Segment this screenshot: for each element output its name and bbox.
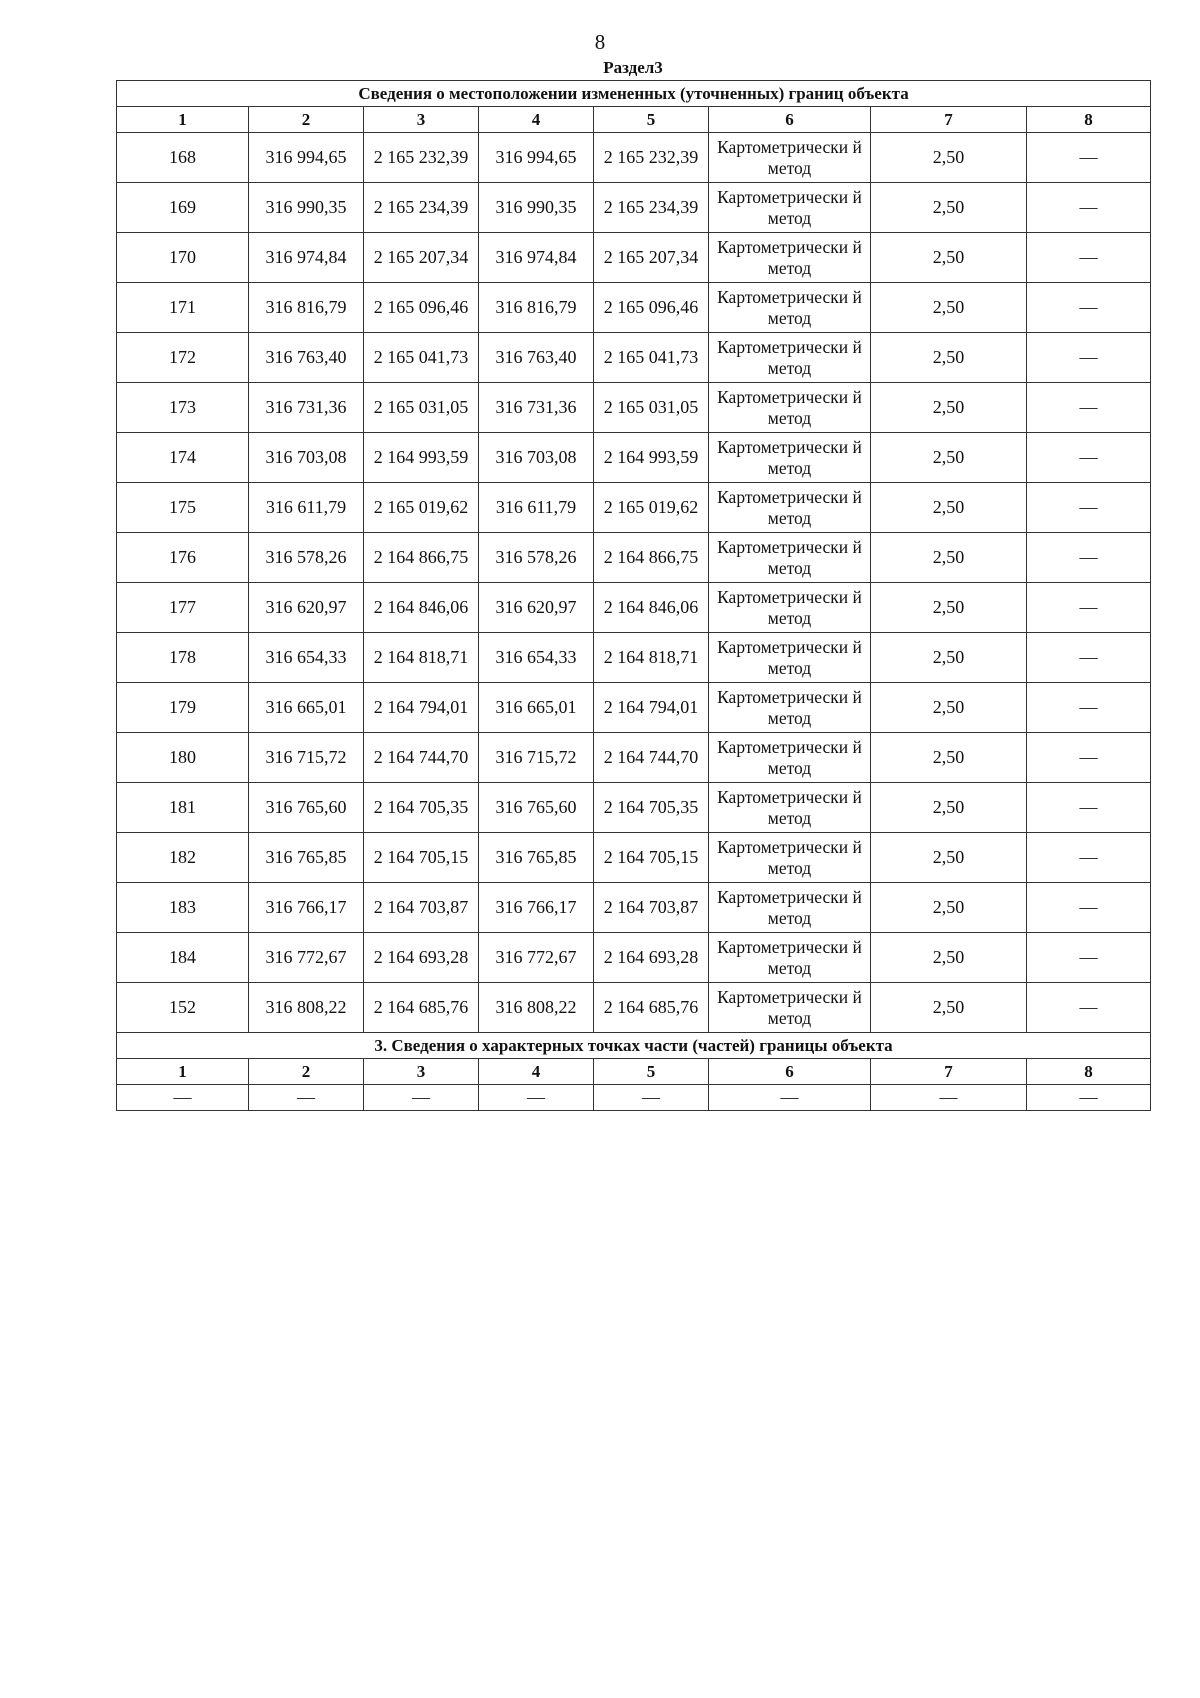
table-cell-col-1: 175: [117, 483, 249, 533]
table-cell-col-7: 2,50: [871, 783, 1027, 833]
table-cell-col-6: Картометрически й метод: [709, 783, 871, 833]
table-cell-col-4: 316 765,85: [479, 833, 594, 883]
table-cell-col-8: —: [1027, 183, 1151, 233]
column-header-3: 3: [364, 1059, 479, 1085]
table-cell-col-2: 316 578,26: [249, 533, 364, 583]
table-cell-col-3: 2 164 705,15: [364, 833, 479, 883]
table-cell-col-7: 2,50: [871, 583, 1027, 633]
table-cell-col-4: 316 994,65: [479, 133, 594, 183]
table-cell-col-7: 2,50: [871, 933, 1027, 983]
table-cell-col-7: 2,50: [871, 633, 1027, 683]
table-cell-col-5: 2 165 232,39: [594, 133, 709, 183]
column-header-2: 2: [249, 107, 364, 133]
table-cell-col-7: 2,50: [871, 433, 1027, 483]
table-cell-col-1: 176: [117, 533, 249, 583]
column-header-3: 3: [364, 107, 479, 133]
table-cell-col-1: 173: [117, 383, 249, 433]
table-cell-col-5: 2 165 234,39: [594, 183, 709, 233]
table-cell-col-1: —: [117, 1085, 249, 1111]
table-cell-col-7: 2,50: [871, 533, 1027, 583]
table-cell-col-6: —: [709, 1085, 871, 1111]
table-cell-col-1: 184: [117, 933, 249, 983]
table-cell-col-2: 316 974,84: [249, 233, 364, 283]
column-header-8: 8: [1027, 107, 1151, 133]
column-header-6: 6: [709, 107, 871, 133]
table-cell-col-4: 316 731,36: [479, 383, 594, 433]
table-cell-col-8: —: [1027, 233, 1151, 283]
table-cell-col-8: —: [1027, 383, 1151, 433]
table-cell-col-7: 2,50: [871, 983, 1027, 1033]
table-row: [117, 583, 1151, 633]
section-label: Раздел3: [603, 58, 663, 77]
table-cell-col-3: 2 164 744,70: [364, 733, 479, 783]
table-row: [117, 133, 1151, 183]
table-cell-col-1: 182: [117, 833, 249, 883]
table-cell-col-1: 177: [117, 583, 249, 633]
table-cell-col-8: —: [1027, 983, 1151, 1033]
table-cell-col-8: —: [1027, 733, 1151, 783]
table-cell-col-5: 2 165 207,34: [594, 233, 709, 283]
table-row: [117, 183, 1151, 233]
table-cell-col-5: 2 165 019,62: [594, 483, 709, 533]
table-row: [117, 983, 1151, 1033]
table-cell-col-5: —: [594, 1085, 709, 1111]
boundary-table: [116, 80, 1151, 1111]
table-cell-col-5: 2 165 031,05: [594, 383, 709, 433]
table-cell-col-4: 316 715,72: [479, 733, 594, 783]
table-cell-col-1: 178: [117, 633, 249, 683]
table-cell-col-8: —: [1027, 433, 1151, 483]
characteristic-points-title-row: [117, 1033, 1151, 1059]
table-cell-col-6: Картометрически й метод: [709, 933, 871, 983]
table-cell-col-3: 2 165 234,39: [364, 183, 479, 233]
table-cell-col-6: Картометрически й метод: [709, 883, 871, 933]
table-cell-col-6: Картометрически й метод: [709, 983, 871, 1033]
table-cell-col-4: 316 974,84: [479, 233, 594, 283]
table-title: Сведения о местоположении измененных (уточненных) границ объекта: [117, 81, 1151, 107]
table-cell-col-4: —: [479, 1085, 594, 1111]
table-cell-col-2: 316 731,36: [249, 383, 364, 433]
table-cell-col-7: 2,50: [871, 883, 1027, 933]
table-cell-col-7: 2,50: [871, 133, 1027, 183]
table-cell-col-7: 2,50: [871, 233, 1027, 283]
column-header-5: 5: [594, 1059, 709, 1085]
table-row: [117, 333, 1151, 383]
table-cell-col-3: 2 164 693,28: [364, 933, 479, 983]
table-cell-col-4: 316 816,79: [479, 283, 594, 333]
table-title-row: [117, 81, 1151, 107]
table-cell-col-7: 2,50: [871, 333, 1027, 383]
table-cell-col-5: 2 164 993,59: [594, 433, 709, 483]
table-cell-col-6: Картометрически й метод: [709, 533, 871, 583]
table-cell-col-2: 316 990,35: [249, 183, 364, 233]
table-cell-col-3: 2 164 818,71: [364, 633, 479, 683]
header-row: [117, 107, 1151, 133]
table-cell-col-3: 2 165 031,05: [364, 383, 479, 433]
table-cell-col-2: —: [249, 1085, 364, 1111]
table-cell-col-1: 170: [117, 233, 249, 283]
table-cell-col-8: —: [1027, 683, 1151, 733]
table-cell-col-5: 2 165 096,46: [594, 283, 709, 333]
table-cell-col-5: 2 164 693,28: [594, 933, 709, 983]
table-cell-col-7: 2,50: [871, 683, 1027, 733]
table-cell-col-6: Картометрически й метод: [709, 333, 871, 383]
table-cell-col-6: Картометрически й метод: [709, 483, 871, 533]
table-cell-col-6: Картометрически й метод: [709, 383, 871, 433]
table-cell-col-4: 316 990,35: [479, 183, 594, 233]
table-cell-col-7: 2,50: [871, 833, 1027, 883]
table-cell-col-4: 316 772,67: [479, 933, 594, 983]
table-cell-col-7: 2,50: [871, 283, 1027, 333]
table-cell-col-2: 316 772,67: [249, 933, 364, 983]
table-cell-col-7: —: [871, 1085, 1027, 1111]
table-row: [117, 883, 1151, 933]
table-cell-col-2: 316 703,08: [249, 433, 364, 483]
table-cell-col-8: —: [1027, 133, 1151, 183]
header-row: [117, 1059, 1151, 1085]
characteristic-points-title: 3. Сведения о характерных точках части (частей) границы объекта: [117, 1033, 1151, 1059]
table-cell-col-1: 174: [117, 433, 249, 483]
table-cell-col-1: 168: [117, 133, 249, 183]
table-cell-col-6: Картометрически й метод: [709, 833, 871, 883]
table-row: [117, 1085, 1151, 1111]
table-cell-col-2: 316 994,65: [249, 133, 364, 183]
table-cell-col-4: 316 765,60: [479, 783, 594, 833]
document-body: [116, 56, 1150, 1111]
table-cell-col-6: Картометрически й метод: [709, 283, 871, 333]
table-cell-col-5: 2 164 744,70: [594, 733, 709, 783]
table-cell-col-7: 2,50: [871, 183, 1027, 233]
page-number: 8: [594, 30, 606, 54]
column-header-7: 7: [871, 1059, 1027, 1085]
table-cell-col-5: 2 165 041,73: [594, 333, 709, 383]
table-cell-col-6: Картометрически й метод: [709, 433, 871, 483]
column-header-1: 1: [117, 1059, 249, 1085]
table-cell-col-2: 316 654,33: [249, 633, 364, 683]
table-row: [117, 383, 1151, 433]
table-cell-col-3: 2 165 041,73: [364, 333, 479, 383]
table-cell-col-8: —: [1027, 633, 1151, 683]
table-row: [117, 783, 1151, 833]
table-cell-col-4: 316 763,40: [479, 333, 594, 383]
table-row: [117, 533, 1151, 583]
table-cell-col-3: 2 165 096,46: [364, 283, 479, 333]
table-cell-col-2: 316 816,79: [249, 283, 364, 333]
table-cell-col-1: 179: [117, 683, 249, 733]
table-cell-col-2: 316 763,40: [249, 333, 364, 383]
table-cell-col-4: 316 808,22: [479, 983, 594, 1033]
table-cell-col-4: 316 703,08: [479, 433, 594, 483]
table-cell-col-6: Картометрически й метод: [709, 233, 871, 283]
column-header-4: 4: [479, 1059, 594, 1085]
table-cell-col-1: 169: [117, 183, 249, 233]
table-cell-col-6: Картометрически й метод: [709, 633, 871, 683]
table-row: [117, 283, 1151, 333]
table-cell-col-3: 2 164 993,59: [364, 433, 479, 483]
table-cell-col-4: 316 578,26: [479, 533, 594, 583]
table-row: [117, 483, 1151, 533]
table-cell-col-8: —: [1027, 933, 1151, 983]
table-cell-col-3: 2 164 794,01: [364, 683, 479, 733]
table-cell-col-3: 2 164 866,75: [364, 533, 479, 583]
table-cell-col-2: 316 611,79: [249, 483, 364, 533]
table-cell-col-2: 316 715,72: [249, 733, 364, 783]
table-cell-col-5: 2 164 866,75: [594, 533, 709, 583]
table-cell-col-1: 152: [117, 983, 249, 1033]
table-cell-col-3: —: [364, 1085, 479, 1111]
table-row: [117, 433, 1151, 483]
table-cell-col-2: 316 765,85: [249, 833, 364, 883]
table-row: [117, 733, 1151, 783]
table-cell-col-7: 2,50: [871, 383, 1027, 433]
table-cell-col-1: 181: [117, 783, 249, 833]
table-cell-col-8: —: [1027, 883, 1151, 933]
table-cell-col-7: 2,50: [871, 733, 1027, 783]
table-cell-col-2: 316 620,97: [249, 583, 364, 633]
table-cell-col-8: —: [1027, 783, 1151, 833]
table-row: [117, 633, 1151, 683]
table-cell-col-5: 2 164 794,01: [594, 683, 709, 733]
table-cell-col-2: 316 665,01: [249, 683, 364, 733]
table-cell-col-7: 2,50: [871, 483, 1027, 533]
table-cell-col-5: 2 164 705,35: [594, 783, 709, 833]
table-cell-col-8: —: [1027, 533, 1151, 583]
table-cell-col-6: Картометрически й метод: [709, 183, 871, 233]
table-cell-col-1: 183: [117, 883, 249, 933]
table-cell-col-6: Картометрически й метод: [709, 733, 871, 783]
table-cell-col-5: 2 164 818,71: [594, 633, 709, 683]
table-cell-col-3: 2 164 705,35: [364, 783, 479, 833]
table-cell-col-2: 316 766,17: [249, 883, 364, 933]
column-header-4: 4: [479, 107, 594, 133]
table-row: [117, 933, 1151, 983]
table-cell-col-6: Картометрически й метод: [709, 683, 871, 733]
table-cell-col-3: 2 164 685,76: [364, 983, 479, 1033]
table-cell-col-3: 2 165 207,34: [364, 233, 479, 283]
table-cell-col-5: 2 164 846,06: [594, 583, 709, 633]
table-cell-col-1: 171: [117, 283, 249, 333]
table-cell-col-4: 316 611,79: [479, 483, 594, 533]
table-cell-col-6: Картометрически й метод: [709, 583, 871, 633]
table-cell-col-6: Картометрически й метод: [709, 133, 871, 183]
table-cell-col-3: 2 164 703,87: [364, 883, 479, 933]
table-cell-col-2: 316 808,22: [249, 983, 364, 1033]
table-cell-col-3: 2 165 232,39: [364, 133, 479, 183]
column-header-2: 2: [249, 1059, 364, 1085]
column-header-8: 8: [1027, 1059, 1151, 1085]
table-cell-col-5: 2 164 703,87: [594, 883, 709, 933]
table-cell-col-5: 2 164 705,15: [594, 833, 709, 883]
table-cell-col-4: 316 665,01: [479, 683, 594, 733]
table-cell-col-8: —: [1027, 833, 1151, 883]
column-header-1: 1: [117, 107, 249, 133]
table-cell-col-8: —: [1027, 283, 1151, 333]
table-cell-col-4: 316 620,97: [479, 583, 594, 633]
column-header-6: 6: [709, 1059, 871, 1085]
table-cell-col-8: —: [1027, 333, 1151, 383]
table-cell-col-8: —: [1027, 583, 1151, 633]
table-row: [117, 683, 1151, 733]
table-row: [117, 833, 1151, 883]
table-cell-col-5: 2 164 685,76: [594, 983, 709, 1033]
table-cell-col-3: 2 165 019,62: [364, 483, 479, 533]
table-cell-col-1: 172: [117, 333, 249, 383]
column-header-5: 5: [594, 107, 709, 133]
table-cell-col-3: 2 164 846,06: [364, 583, 479, 633]
table-cell-col-4: 316 766,17: [479, 883, 594, 933]
column-header-7: 7: [871, 107, 1027, 133]
table-cell-col-4: 316 654,33: [479, 633, 594, 683]
table-row: [117, 233, 1151, 283]
table-cell-col-8: —: [1027, 1085, 1151, 1111]
table-cell-col-2: 316 765,60: [249, 783, 364, 833]
table-cell-col-1: 180: [117, 733, 249, 783]
table-cell-col-8: —: [1027, 483, 1151, 533]
